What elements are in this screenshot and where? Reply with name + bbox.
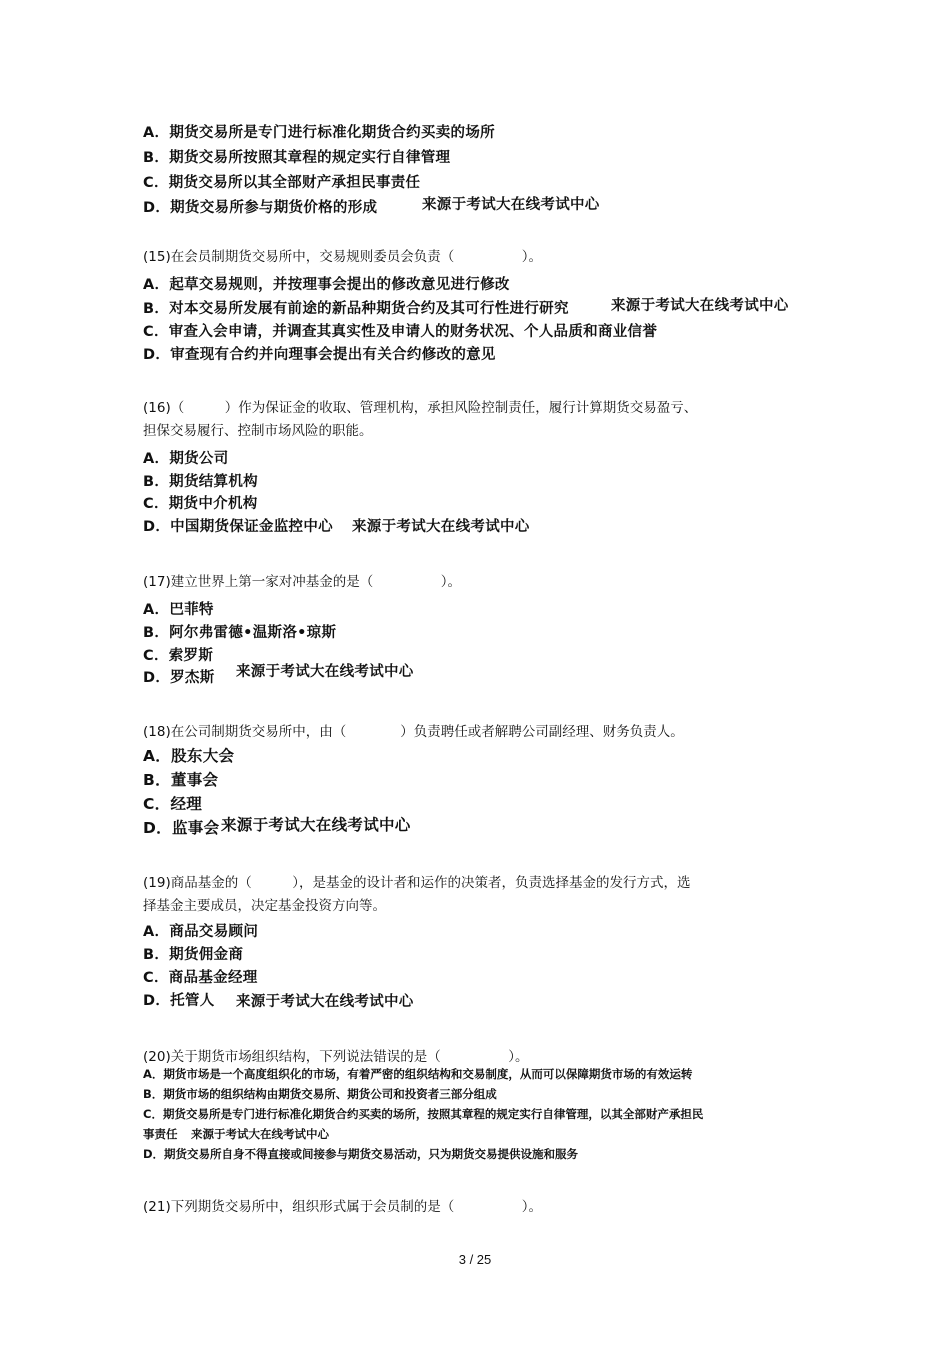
- watermark: 来源于考试大在线考试中心: [611, 298, 789, 314]
- q20-option-c-continued: 事责任: [143, 1127, 178, 1141]
- q16-option-a: A．期货公司: [143, 451, 229, 467]
- q18-question: (18)在公司制期货交易所中，由（ ）负责聘任或者解聘公司副经理、财务负责人。: [143, 724, 684, 740]
- q18-option-d: D．监事会: [143, 819, 220, 837]
- q15-option-d: D．审查现有合约并向理事会提出有关合约修改的意见: [143, 347, 496, 363]
- q20-option-c: C．期货交易所是专门进行标准化期货合约买卖的场所，按照其章程的规定实行自律管理，以其全部财产承担民: [143, 1107, 704, 1121]
- q18-option-c: C．经理: [143, 795, 203, 813]
- watermark: 来源于考试大在线考试中心: [221, 816, 411, 834]
- q20-option-d: D．期货交易所自身不得直接或间接参与期货交易活动，只为期货交易提供设施和服务: [143, 1147, 579, 1161]
- q15-option-b: B．对本交易所发展有前途的新品种期货合约及其可行性进行研究: [143, 301, 569, 317]
- q17-question: (17)建立世界上第一家对冲基金的是（ ）。: [143, 574, 461, 590]
- watermark: 来源于考试大在线考试中心: [422, 197, 600, 213]
- q16-question-line-2: 担保交易履行、控制市场风险的职能。: [143, 423, 373, 439]
- q14-option-d: D．期货交易所参与期货价格的形成: [143, 200, 378, 216]
- q19-option-d: D．托管人: [143, 993, 215, 1009]
- page-number: 3 / 25: [458, 1252, 492, 1267]
- q17-option-a: A．巴菲特: [143, 602, 214, 618]
- q21-question: (21)下列期货交易所中，组织形式属于会员制的是（ ）。: [143, 1199, 542, 1215]
- q20-question: (20)关于期货市场组织结构，下列说法错误的是（ ）。: [143, 1049, 529, 1065]
- q19-option-a: A．商品交易顾问: [143, 924, 259, 940]
- q18-option-a: A．股东大会: [143, 747, 235, 765]
- q19-question-line-1: (19)商品基金的（ ），是基金的设计者和运作的决策者，负责选择基金的发行方式，选: [143, 875, 691, 891]
- q20-option-b: B．期货市场的组织结构由期货交易所、期货公司和投资者三部分组成: [143, 1087, 497, 1101]
- watermark: 来源于考试大在线考试中心: [236, 664, 414, 680]
- q14-option-c: C．期货交易所以其全部财产承担民事责任: [143, 175, 421, 191]
- q20-option-a: A．期货市场是一个高度组织化的市场，有着严密的组织结构和交易制度，从而可以保障期货市场的有效运转: [143, 1067, 693, 1081]
- q15-option-c: C．审查入会申请，并调查其真实性及申请人的财务状况、个人品质和商业信誉: [143, 324, 658, 340]
- q18-option-b: B．董事会: [143, 771, 219, 789]
- q17-option-c: C．索罗斯: [143, 648, 214, 664]
- q14-option-b: B．期货交易所按照其章程的规定实行自律管理: [143, 150, 451, 166]
- watermark: 来源于考试大在线考试中心: [191, 1127, 329, 1141]
- q17-option-d: D．罗杰斯: [143, 670, 215, 686]
- q16-question-line-1: (16)（ ）作为保证金的收取、管理机构，承担风险控制责任，履行计算期货交易盈亏、: [143, 400, 698, 416]
- q17-option-b: B．阿尔弗雷德•温斯洛•琼斯: [143, 625, 337, 641]
- q15-question: (15)在会员制期货交易所中，交易规则委员会负责（ ）。: [143, 249, 542, 265]
- q16-option-c: C．期货中介机构: [143, 496, 258, 512]
- q16-option-b: B．期货结算机构: [143, 474, 258, 490]
- q19-option-c: C．商品基金经理: [143, 970, 258, 986]
- q19-question-line-2: 择基金主要成员，决定基金投资方向等。: [143, 898, 386, 914]
- q19-option-b: B．期货佣金商: [143, 947, 244, 963]
- watermark: 来源于考试大在线考试中心: [236, 994, 414, 1010]
- watermark: 来源于考试大在线考试中心: [352, 519, 530, 535]
- q14-option-a: A．期货交易所是专门进行标准化期货合约买卖的场所: [143, 125, 495, 141]
- q15-option-a: A．起草交易规则，并按理事会提出的修改意见进行修改: [143, 277, 510, 293]
- q16-option-d: D．中国期货保证金监控中心: [143, 519, 333, 535]
